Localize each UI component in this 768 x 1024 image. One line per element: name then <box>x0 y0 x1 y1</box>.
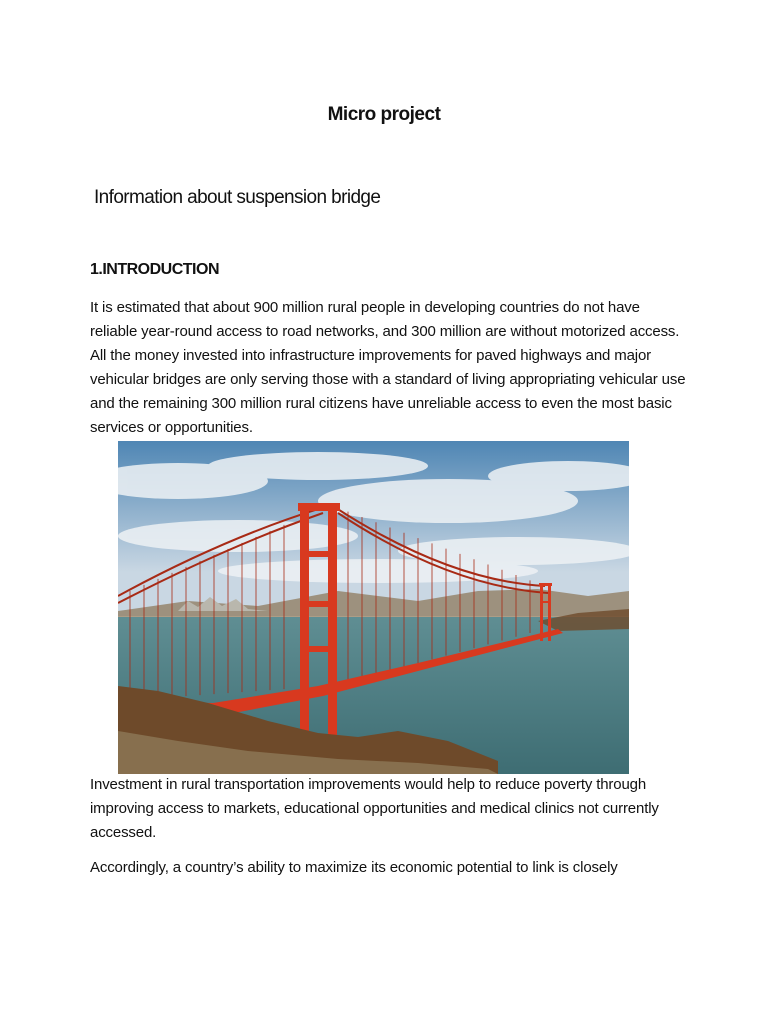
section-heading: 1.INTRODUCTION <box>90 261 219 278</box>
suspension-bridge-photo <box>118 441 629 774</box>
intro-paragraph: It is estimated that about 900 million rural people in developing countries do not have reliable year-round access to road networks, and 300 million are without motorized access. All the money invested into infrastructure improvements for paved highways and major vehicular bridges are only serving those with a standard of living appropriating vehicular use and the remaining 300 million rural citizens have unreliable access to even the most basic services or opportunities. <box>90 299 686 436</box>
economic-paragraph: Accordingly, a country’s ability to maximize its economic potential to link is closely <box>90 859 618 876</box>
document-subtitle: Information about suspension bridge <box>94 187 381 208</box>
investment-paragraph: Investment in rural transportation improvements would help to reduce poverty through improving access to markets, educational opportunities and medical clinics not currently accessed. <box>90 776 659 841</box>
document-title: Micro project <box>327 104 441 125</box>
